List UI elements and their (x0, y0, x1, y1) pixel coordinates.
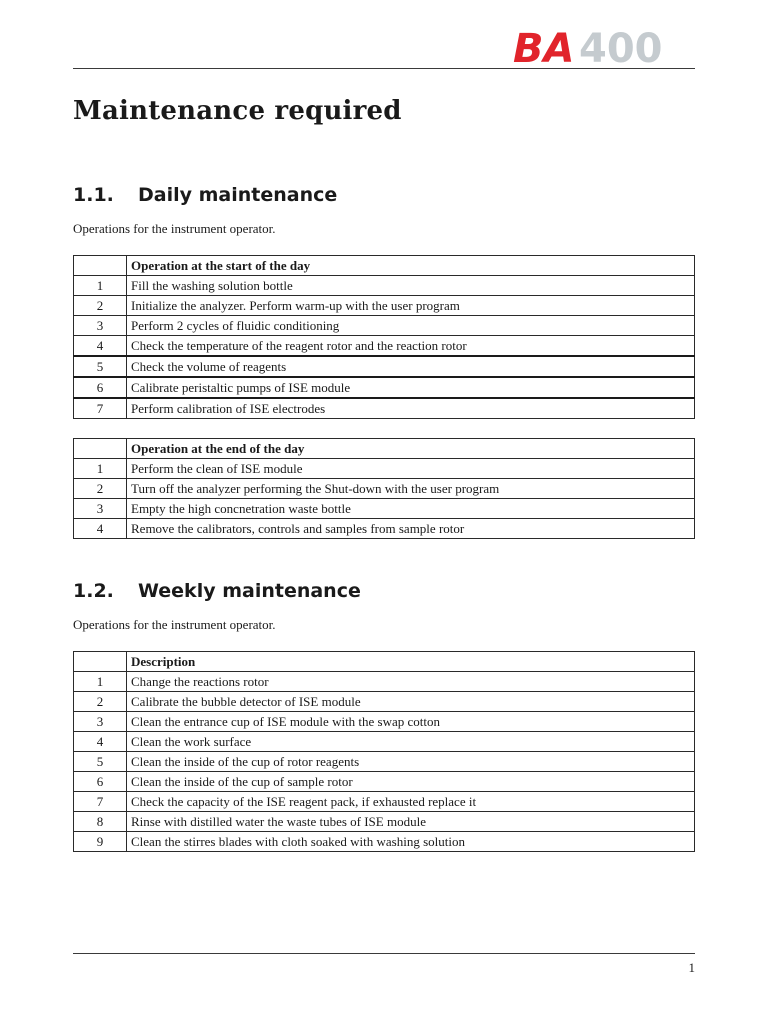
row-text: Remove the calibrators, controls and samples from sample rotor (127, 519, 695, 539)
section-number: 1.1. (73, 184, 114, 206)
row-text: Clean the inside of the cup of sample rotor (127, 772, 695, 792)
ba400-logo (513, 28, 695, 68)
row-number: 5 (74, 752, 127, 772)
logo-brand: BA (513, 28, 575, 68)
number-header-cell (74, 652, 127, 672)
page-title: Maintenance required (73, 96, 402, 126)
row-number: 8 (74, 812, 127, 832)
number-header-cell (74, 439, 127, 459)
section-number: 1.2. (73, 580, 114, 602)
row-text: Change the reactions rotor (127, 672, 695, 692)
row-text: Check the volume of reagents (127, 356, 695, 377)
table-header-cell: Operation at the start of the day (127, 256, 695, 276)
row-number: 3 (74, 316, 127, 336)
row-number: 2 (74, 692, 127, 712)
row-text: Clean the stirres blades with cloth soaked with washing solution (127, 832, 695, 852)
row-text: Rinse with distilled water the waste tubes of ISE module (127, 812, 695, 832)
table-row (74, 398, 695, 419)
row-text: Check the temperature of the reagent rotor and the reaction rotor (127, 336, 695, 357)
row-number: 5 (74, 356, 127, 377)
section-title: Daily maintenance (138, 184, 338, 206)
table-header-row (74, 256, 695, 276)
table-row (74, 752, 695, 772)
row-number: 7 (74, 792, 127, 812)
row-number: 6 (74, 377, 127, 398)
row-text: Perform calibration of ISE electrodes (127, 398, 695, 419)
table-row (74, 356, 695, 377)
row-text: Clean the work surface (127, 732, 695, 752)
section-heading-weekly (73, 580, 361, 602)
table-row (74, 316, 695, 336)
section-heading-daily (73, 184, 337, 206)
table-row (74, 812, 695, 832)
start-of-day-table (73, 255, 695, 419)
logo-model: 400 (579, 28, 663, 68)
row-number: 9 (74, 832, 127, 852)
table-row (74, 519, 695, 539)
table-row (74, 692, 695, 712)
section-intro: Operations for the instrument operator. (73, 221, 276, 236)
table-row (74, 296, 695, 316)
row-number: 1 (74, 276, 127, 296)
table-row (74, 459, 695, 479)
row-number: 1 (74, 672, 127, 692)
end-of-day-table (73, 438, 695, 539)
row-number: 1 (74, 459, 127, 479)
footer-rule (73, 953, 695, 954)
row-text: Clean the inside of the cup of rotor reagents (127, 752, 695, 772)
header-rule (73, 68, 695, 69)
row-text: Calibrate peristaltic pumps of ISE module (127, 377, 695, 398)
table-row (74, 712, 695, 732)
table-row (74, 792, 695, 812)
row-text: Initialize the analyzer. Perform warm-up with the user program (127, 296, 695, 316)
table-row (74, 479, 695, 499)
row-text: Turn off the analyzer performing the Shut-down with the user program (127, 479, 695, 499)
row-text: Check the capacity of the ISE reagent pack, if exhausted replace it (127, 792, 695, 812)
row-number: 6 (74, 772, 127, 792)
row-number: 4 (74, 336, 127, 357)
weekly-table (73, 651, 695, 852)
row-number: 3 (74, 712, 127, 732)
table-row (74, 832, 695, 852)
table-row (74, 732, 695, 752)
table-header-row (74, 439, 695, 459)
table-row (74, 336, 695, 357)
row-number: 3 (74, 499, 127, 519)
row-number: 4 (74, 519, 127, 539)
row-number: 7 (74, 398, 127, 419)
row-number: 4 (74, 732, 127, 752)
row-text: Clean the entrance cup of ISE module with the swap cotton (127, 712, 695, 732)
row-text: Calibrate the bubble detector of ISE module (127, 692, 695, 712)
table-row (74, 772, 695, 792)
table-header-cell: Description (127, 652, 695, 672)
table-row (74, 276, 695, 296)
table-header-row (74, 652, 695, 672)
table-row (74, 499, 695, 519)
ba400-logo-mark (513, 28, 695, 68)
page-number: 1 (688, 960, 695, 975)
row-text: Empty the high concnetration waste bottle (127, 499, 695, 519)
section-title: Weekly maintenance (138, 580, 361, 602)
table-row (74, 377, 695, 398)
table-header-cell: Operation at the end of the day (127, 439, 695, 459)
row-text: Perform the clean of ISE module (127, 459, 695, 479)
section-intro: Operations for the instrument operator. (73, 617, 276, 632)
row-text: Fill the washing solution bottle (127, 276, 695, 296)
table-row (74, 672, 695, 692)
number-header-cell (74, 256, 127, 276)
row-text: Perform 2 cycles of fluidic conditioning (127, 316, 695, 336)
row-number: 2 (74, 296, 127, 316)
row-number: 2 (74, 479, 127, 499)
